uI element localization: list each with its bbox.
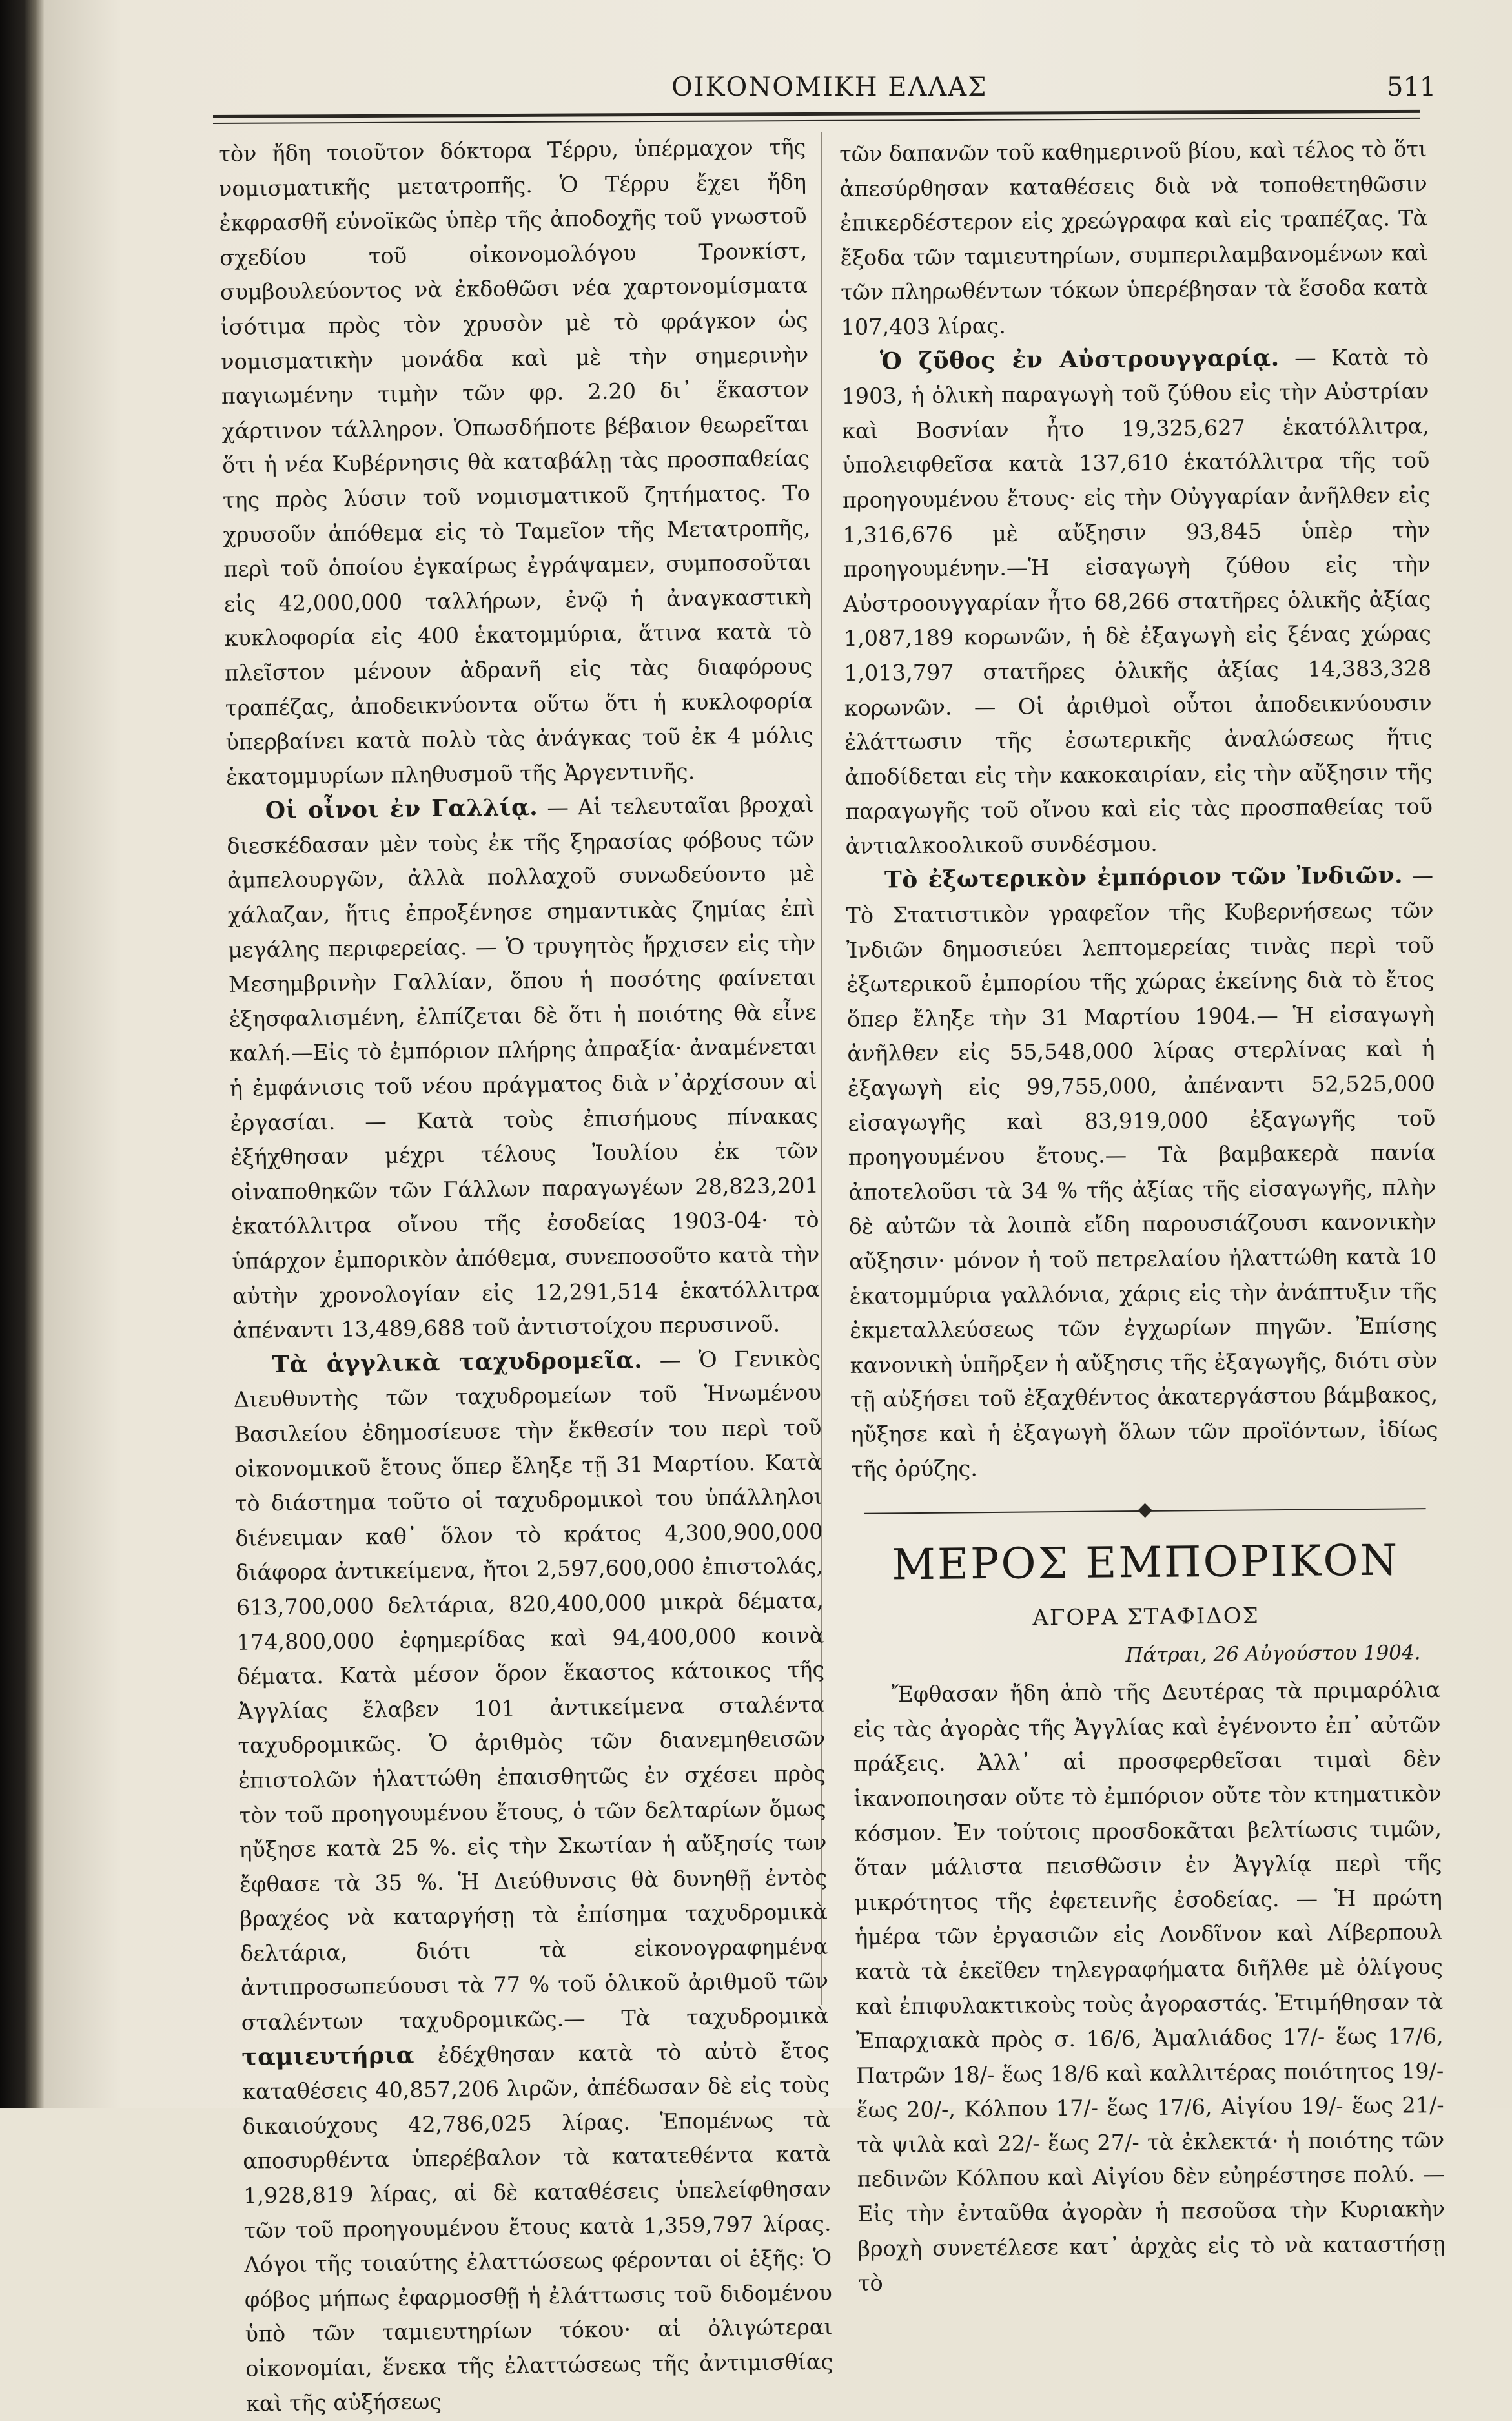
article-wines-france [226, 787, 820, 1348]
article-english-posts-continued [839, 132, 1429, 344]
article-currant-market [853, 1673, 1446, 2301]
paragraph-text: — Αἱ τελευταῖαι βροχαὶ διεσκέδασαν μὲν τοὺς ἐκ τῆς ξηρασίας φόβους τῶν ἀμπελουργῶν, ἀλλὰ πολλαχοῦ συνωδεύοντο μὲ χάλαζαν, ἥτις ἐπροξένησε σημαντικὰς ζημίας ἐπὶ μεγάλης περιφερείας. — Ὁ τρυγητὸς ἤρχισεν εἰς τὴν Μεσημβρινὴν Γαλλίαν, ὅπου ἡ ποσότης φαίνεται ἐξησφαλισμένη, ἐλπίζεται δὲ ὅτι ἡ ποιότης θὰ εἶνε καλή.—Εἰς τὸ ἐμπόριον πλήρης ἀπραξία· ἀναμένεται ἡ ἐμφάνισις τοῦ νέου πράγματος διὰ ν᾽ἀρχίσουν αἱ ἐργασίαι. — Κατὰ τοὺς ἐπισήμους πίνακας ἐξήχθησαν μέχρι τέλους Ἰουλίου ἐκ τῶν οἰναποθηκῶν τῶν Γάλλων παραγωγέων 28,823,201 ἑκατόλλιτρα οἴνου τῆς ἐσοδείας 1903-04· τὸ ὑπάρχον ἐμπορικὸν ἀπόθεμα, συνεποσοῦτο κατὰ τὴν αὐτὴν χρονολογίαν εἰς 12,291,514 ἑκατόλλιτρα ἀπέναντι 13,489,688 τοῦ ἀντιστοίχου περυσινοῦ. [227, 792, 821, 1344]
inline-bold-term: ταμιευτήρια [241, 2041, 415, 2071]
page-number: 511 [1387, 72, 1436, 102]
paragraph-text: — Ὁ Γενικὸς Διευθυντὴς τῶν ταχυδρομείων τοῦ Ἡνωμένου Βασιλείου ἐδημοσίευσε τὴν ἔκθεσίν του περὶ τοῦ οἰκονομικοῦ ἔτους ὅπερ ἔληξε τῇ 31 Μαρτίου. Κατὰ τὸ διάστημα τοῦτο οἱ ταχυδρομικοὶ του ὑπάλληλοι διένειμαν καθ᾽ ὅλον τὸ κράτος 4,300,900,000 διάφορα ἀντικείμενα, ἤτοι 2,597,600,000 ἐπιστολάς, 613,700,000 δελτάρια, 820,400,000 μικρὰ δέματα, 174,800,000 ἐφημερίδας καὶ 94,400,000 κοινὰ δέματα. Κατὰ μέσον ὅρον ἕκαστος κάτοικος τῆς Ἀγγλίας ἔλαβεν 101 ἀντικείμενα σταλέντα ταχυδρομικῶς. Ὁ ἀριθμὸς τῶν διανεμηθεισῶν ἐπιστολῶν ἠλαττώθη ἐπαισθητῶς ἐν σχέσει πρὸς τὸν τοῦ προηγουμένου ἔτους, ὁ τῶν δελταρίων ὅμως ηὔξησε κατὰ 25 %. εἰς τὴν Σκωτίαν ἡ αὔξησίς των ἔφθασε τὰ 35 %. Ἡ Διεύθυνσις θὰ δυνηθῇ ἐντὸς βραχέος νὰ καταργήσῃ τὰ ἐπίσημα ταχυδρομικὰ δελτάρια, διότι τὰ εἰκονογραφημένα ἀντιπροσωπεύουσι τὰ 77 % τοῦ ὁλικοῦ ἀριθμοῦ τῶν σταλέντων ταχυδρομικῶς.— Τὰ ταχυδρομικὰ [233, 1345, 829, 2035]
paragraph-text: — Κατὰ τὸ 1903, ἡ ὁλικὴ παραγωγὴ τοῦ ζύθου εἰς τὴν Αὐστρίαν καὶ Βοσνίαν ἦτο 19,325,627 ἑκατόλλιτρα, ὑπολειφθεῖσα κατὰ 137,610 ἑκατόλλιτρα τῆς τοῦ προηγουμένου ἔτους· εἰς τὴν Οὐγγαρίαν ἀνῆλθεν εἰς 1,316,676 μὲ αὔξησιν 93,845 ὑπὲρ τὴν προηγουμένην.—Ἡ εἰσαγωγὴ ζύθου εἰς τὴν Αὐστροουγγαρίαν ἦτο 68,266 στατῆρες ὁλικῆς ἀξίας 1,087,189 κορωνῶν, ἡ δὲ ἐξαγωγὴ εἰς ξένας χώρας 1,013,797 στατῆρες ὁλικῆς ἀξίας 14,383,328 κορωνῶν. — Οἱ ἀριθμοὶ οὗτοι ἀποδεικνύουσιν ἐλάττωσιν τῆς ἐσωτερικῆς ἀναλώσεως ἥτις ἀποδίδεται εἰς τὴν κακοκαιρίαν, εἰς τὴν αὔξησιν τῆς παραγωγῆς τοῦ οἴνου καὶ εἰς τὰς προσπαθείας τοῦ ἀντιαλκοολικοῦ συνδέσμου. [841, 344, 1433, 859]
book-spine-shadow [0, 0, 44, 2108]
article-heading: Οἱ οἶνοι ἐν Γαλλίᾳ. [265, 794, 538, 825]
article-beer-austria-hungary [841, 340, 1433, 864]
running-header-title: ΟΙΚΟΝΟΜΙΚΗ ΕΛΛΑΣ [671, 72, 988, 102]
article-argentina-continued [218, 130, 813, 794]
article-heading: Τὸ ἐξωτερικὸν ἐμπόριον τῶν Ἰνδιῶν. [884, 861, 1404, 894]
dateline: Πάτραι, 26 Αὐγούστου 1904. [1125, 1641, 1421, 1667]
paragraph-text: τὸν ἤδη τοιοῦτον δόκτορα Τέρρυ, ὑπέρμαχον τῆς νομισματικῆς μετατροπῆς. Ὁ Τέρρυ ἔχει ἤδη ἐκφρασθῆ εὐνοϊκῶς ὑπὲρ τῆς ἀποδοχῆς τοῦ γνωστοῦ σχεδίου τοῦ οἰκονομολόγου Τρονκίστ, συμβουλεύοντος νὰ ἐκδοθῶσι νέα χαρτονομίσματα ἰσότιμα πρὸς τὸν χρυσὸν μὲ τὸ φράγκον ὡς νομισματικὴν μονάδα καὶ μὲ τὴν σημερινὴν παγιωμένην τιμὴν τῶν φρ. 2.20 δι᾽ ἕκαστον χάρτινον τάλληρον. Ὁπωσδήποτε βέβαιον θεωρεῖται ὅτι ἡ νέα Κυβέρνησις θὰ καταβάλῃ τὰς προσπαθείας της πρὸς λύσιν τοῦ νομισματικοῦ ζητήματος. Το χρυσοῦν ἀπόθεμα εἰς τὸ Ταμεῖον τῆς Μετατροπῆς, περὶ τοῦ ὁποίου ἐγκαίρως ἐγράψαμεν, συμποσοῦται εἰς 42,000,000 ταλλήρων, ἐνῷ ἡ ἀναγκαστικὴ κυκλοφορία εἰς 400 ἑκατομμύρια, ἅτινα κατὰ τὸ πλεῖστον μένουν ἀδρανῆ εἰς τὰς διαφόρους τραπέζας, ἀποδεικνύοντα οὕτω ὅτι ἡ κυκλοφορία ὑπερβαίνει κατὰ πολὺ τὰς ἀνάγκας τοῦ ἐκ 4 μόλις ἑκατομμυρίων πληθυσμοῦ τῆς Ἀργεντινῆς. [218, 134, 813, 790]
section-title: ΜΕΡΟΣ ΕΜΠΟΡΙΚΟΝ [891, 1535, 1400, 1590]
paragraph-text: τῶν δαπανῶν τοῦ καθημερινοῦ βίου, καὶ τέλος τὸ ὅτι ἀπεσύρθησαν καταθέσεις διὰ νὰ τοποθετηθῶσιν ἐπικερδέστερον εἰς χρεώγραφα καὶ εἰς τραπέζας. Τὰ ἔξοδα τῶν ταμιευτηρίων, συμπεριλαμβανομένων καὶ τῶν πληρωθέντων τόκων ὑπερέβησαν τὰ ἔσοδα κατὰ 107,403 λίρας. [839, 136, 1429, 340]
left-column [218, 130, 833, 2421]
paragraph-text: ἐδέχθησαν κατὰ τὸ αὐτὸ ἔτος καταθέσεις 40,857,206 λιρῶν, ἀπέδωσαν δὲ εἰς τοὺς δικαιούχους 42,786,025 λίρας. Ἑπομένως τὰ αποσυρθέντα ὑπερέβαλον τὰ κατατεθέντα κατὰ 1,928,819 λίρας, αἱ δὲ καταθέσεις ὑπελείφθησαν τῶν τοῦ προηγουμένου ἔτους κατὰ 1,359,797 λίρας. Λόγοι τῆς τοιαύτης ἐλαττώσεως φέρονται οἱ ἑξῆς: Ὁ φόβος μήπως ἐφαρμοσθῇ ἡ ἐλάττωσις τοῦ διδομένου ὑπὸ τῶν ταμιευτηρίων τόκου· αἱ ὀλιγώτεραι οἰκονομίαι, ἕνεκα τῆς ἐλαττώσεως τῆς ἀντιμισθίας καὶ τῆς αὐξήσεως [241, 2037, 833, 2416]
right-column [839, 132, 1446, 2301]
diamond-ornament-icon [1138, 1503, 1152, 1518]
paragraph-text: — Τὸ Στατιστικὸν γραφεῖον τῆς Κυβερνήσεως τῶν Ἰνδιῶν δημοσιεύει λεπτομερείας τινὰς περὶ τοῦ ἐξωτερικοῦ ἐμπορίου τῆς χώρας ἐκείνης διὰ τὸ ἔτος ὅπερ ἔληξε τὴν 31 Μαρτίου 1904.— Ἡ εἰσαγωγὴ ἀνῆλθεν εἰς 55,548,000 λίρας στερλίνας καὶ ἡ ἐξαγωγὴ εἰς 99,755,000, ἀπέναντι 52,525,000 εἰσαγωγῆς καὶ 83,919,000 ἐξαγωγῆς τοῦ προηγουμένου ἔτους.— Τὰ βαμβακερὰ πανία ἀποτελοῦσι τὰ 34 % τῆς ἀξίας τῆς εἰσαγωγῆς, πλὴν δὲ αὐτῶν τὰ λοιπὰ εἴδη παρουσιάζουσι κανονικὴν αὔξησιν· μόνον ἡ τοῦ πετρελαίου ἠλαττώθη κατὰ 10 ἑκατομμύρια γαλλόνια, χάρις εἰς τὴν ἀνάπτυξιν τῆς ἐκμεταλλεύσεως τῶν ἐγχωρίων πηγῶν. Ἐπίσης κανονικὴ ὑπῆρξεν ἡ αὔξησις τῆς ἐξαγωγῆς, διότι σὺν τῇ αὐξήσει τοῦ ἐξαχθέντος ἀκατεργάστου βάμβακος, ηὔξησε καὶ ἡ ἐξαγωγὴ ὅλων τῶν προϊόντων, ἰδίως τῆς ὀρύζης. [846, 863, 1438, 1482]
article-heading: Τὰ ἀγγλικὰ ταχυδρομεῖα. [271, 1346, 643, 1378]
ornamental-divider [851, 1496, 1438, 1527]
article-india-trade [846, 858, 1438, 1487]
article-heading: Ὁ ζῦθος ἐν Αὐστρουγγαρίᾳ. [879, 344, 1280, 375]
paragraph-text: Ἔφθασαν ἤδη ἀπὸ τῆς Δευτέρας τὰ πριμαρόλια εἰς τὰς ἀγορὰς τῆς Ἀγγλίας καὶ ἐγένοντο ἐπ᾽ αὐτῶν πράξεις. Ἀλλ᾽ αἱ προσφερθεῖσαι τιμαὶ δὲν ἱκανοποιησαν οὔτε τὸ ἐμπόριον οὔτε τὸν κτηματικὸν κόσμον. Ἐν τούτοις προσδοκᾶται βελτίωσις τιμῶν, ὅταν μάλιστα πεισθῶσιν ἐν Ἀγγλίᾳ περὶ τῆς μικρότητος τῆς ἐφετεινῆς ἐσοδείας. — Ἡ πρώτη ἡμέρα τῶν ἐργασιῶν εἰς Λονδῖνον καὶ Λίβερπουλ κατὰ τὰ ἐκεῖθεν τηλεγραφήματα διῆλθε μὲ ὀλίγους καὶ ἐπιφυλακτικοὺς τοὺς ἀγοραστάς. Ἐτιμήθησαν τὰ Ἐπαρχιακὰ πρὸς σ. 16/6, Ἀμαλιάδος 17/- ἕως 17/6, Πατρῶν 18/- ἕως 18/6 καὶ καλλιτέρας ποιότητος 19/- ἕως 20/-, Κόλπου 17/- ἕως 17/6, Αἰγίου 19/- ἕως 21/- τὰ ψιλὰ καὶ 22/- ἕως 27/- τὰ ἐκλεκτά· ἡ ποιότης τῶν πεδινῶν Κόλπου καὶ Αἰγίου δὲν εὐηρέστησε πολύ. — Εἰς τὴν ἐνταῦθα ἀγορὰν ἡ πεσοῦσα τὴν Κυριακὴν βροχὴ συνετέλεσε κατ᾽ ἀρχὰς εἰς τὸ νὰ καταστήσῃ τὸ [853, 1677, 1446, 2296]
article-english-posts [233, 1341, 833, 2421]
section-subtitle: ΑΓΟΡΑ ΣΤΑΦΙΔΟΣ [1032, 1603, 1260, 1631]
